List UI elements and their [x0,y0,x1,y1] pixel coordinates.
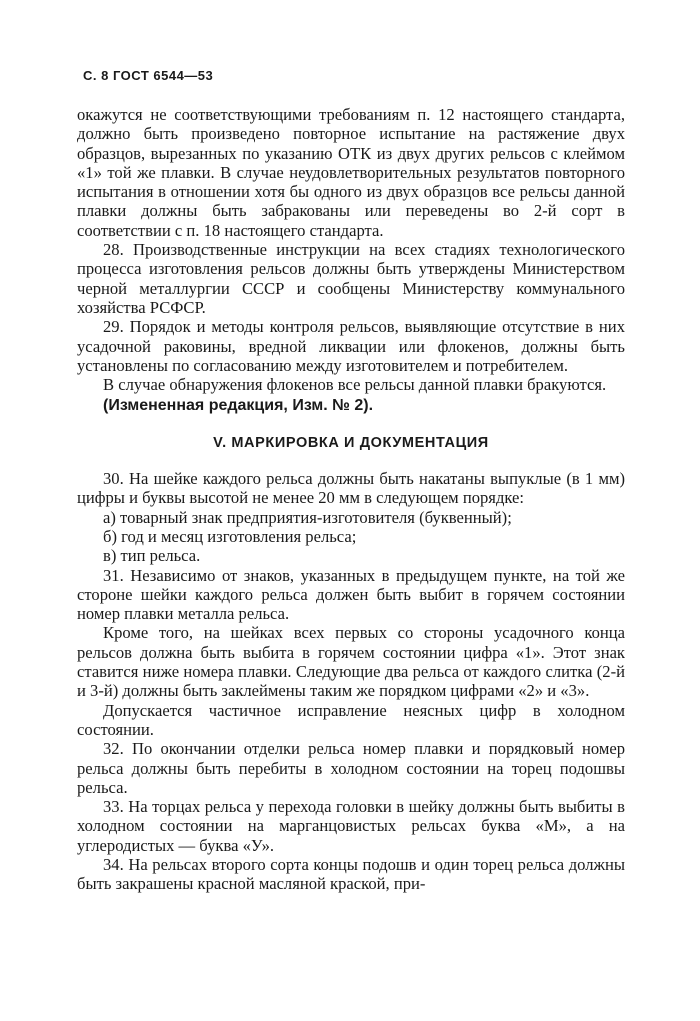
paragraph-33: 33. На торцах рельса у перехода головки в шейку должны быть выбиты в холодном состоянии на марганцовистых рельсах буква «М», а на углеродистых — буква «У». [77,797,625,855]
paragraph-29-flakes: В случае обнаружения флокенов все рельсы данной плавки бракуются. [103,375,607,395]
paragraph-29: 29. Порядок и методы контроля рельсов, выявляющие отсутствие в них усадочной раковины, вредной ликвации или флокенов, должны быть установлены по согласованию между изготовителем и потребителем. [77,317,625,375]
list-item-a: а) товарный знак предприятия-изготовителя (буквенный); [103,507,512,527]
list-item-b: б) год и месяц изготовления рельса; [103,526,357,546]
paragraph-32: 32. По окончании отделки рельса номер плавки и порядковый номер рельса должны быть перебиты в холодном состоянии на торец подошвы рельса. [77,739,625,797]
paragraph-34: 34. На рельсах второго сорта концы подошв и один торец рельса должны быть закрашены красной масляной краской, при- [77,854,625,894]
document-body [77,105,625,894]
paragraph-27-continuation: окажутся не соответствующими требованиям п. 12 настоящего стандарта, должно быть произведено повторное испытание на растяжение двух образцов, вырезанных по указанию ОТК из двух других рельсов с клеймом «1» той же плавки. В случае неудовлетворительных результатов повторного испытания в отношении хотя бы одного из двух образцов все рельсы данной плавки должны быть забракованы или переведены во 2-й сорт в соответствии с п. 18 настоящего стандарта. [77,105,625,240]
document-page [77,68,625,894]
amendment-note: (Измененная редакция, Изм. № 2). [103,397,374,415]
section-title: V. МАРКИРОВКА И ДОКУМЕНТАЦИЯ [213,434,489,451]
list-item-c: в) тип рельса. [103,546,201,566]
paragraph-28: 28. Производственные инструкции на всех стадиях технологического процесса изготовления рельсов должны быть утверждены Министерством черной металлургии СССР и сообщены Министерству коммунального хозяйства РСФСР. [77,240,625,317]
paragraph-31-additional: Кроме того, на шейках всех первых со стороны усадочного конца рельсов должна быть выбита в горячем состоянии цифра «1». Этот знак ставится ниже номера плавки. Следующие два рельса от каждого слитка (2-й и 3-й) должны быть заклеймены таким же порядком цифрами «2» и «3». [77,623,625,701]
running-header: С. 8 ГОСТ 6544—53 [83,68,214,83]
paragraph-31-correction: Допускается частичное исправление неясных цифр в холодном состоянии. [77,700,625,739]
paragraph-31: 31. Независимо от знаков, указанных в предыдущем пункте, на той же стороне шейки каждого рельса должен быть выбит в горячем состоянии номер плавки металла рельса. [77,565,625,624]
paragraph-30: 30. На шейке каждого рельса должны быть накатаны выпуклые (в 1 мм) цифры и буквы высотой не менее 20 мм в следующем порядке: [77,469,625,508]
